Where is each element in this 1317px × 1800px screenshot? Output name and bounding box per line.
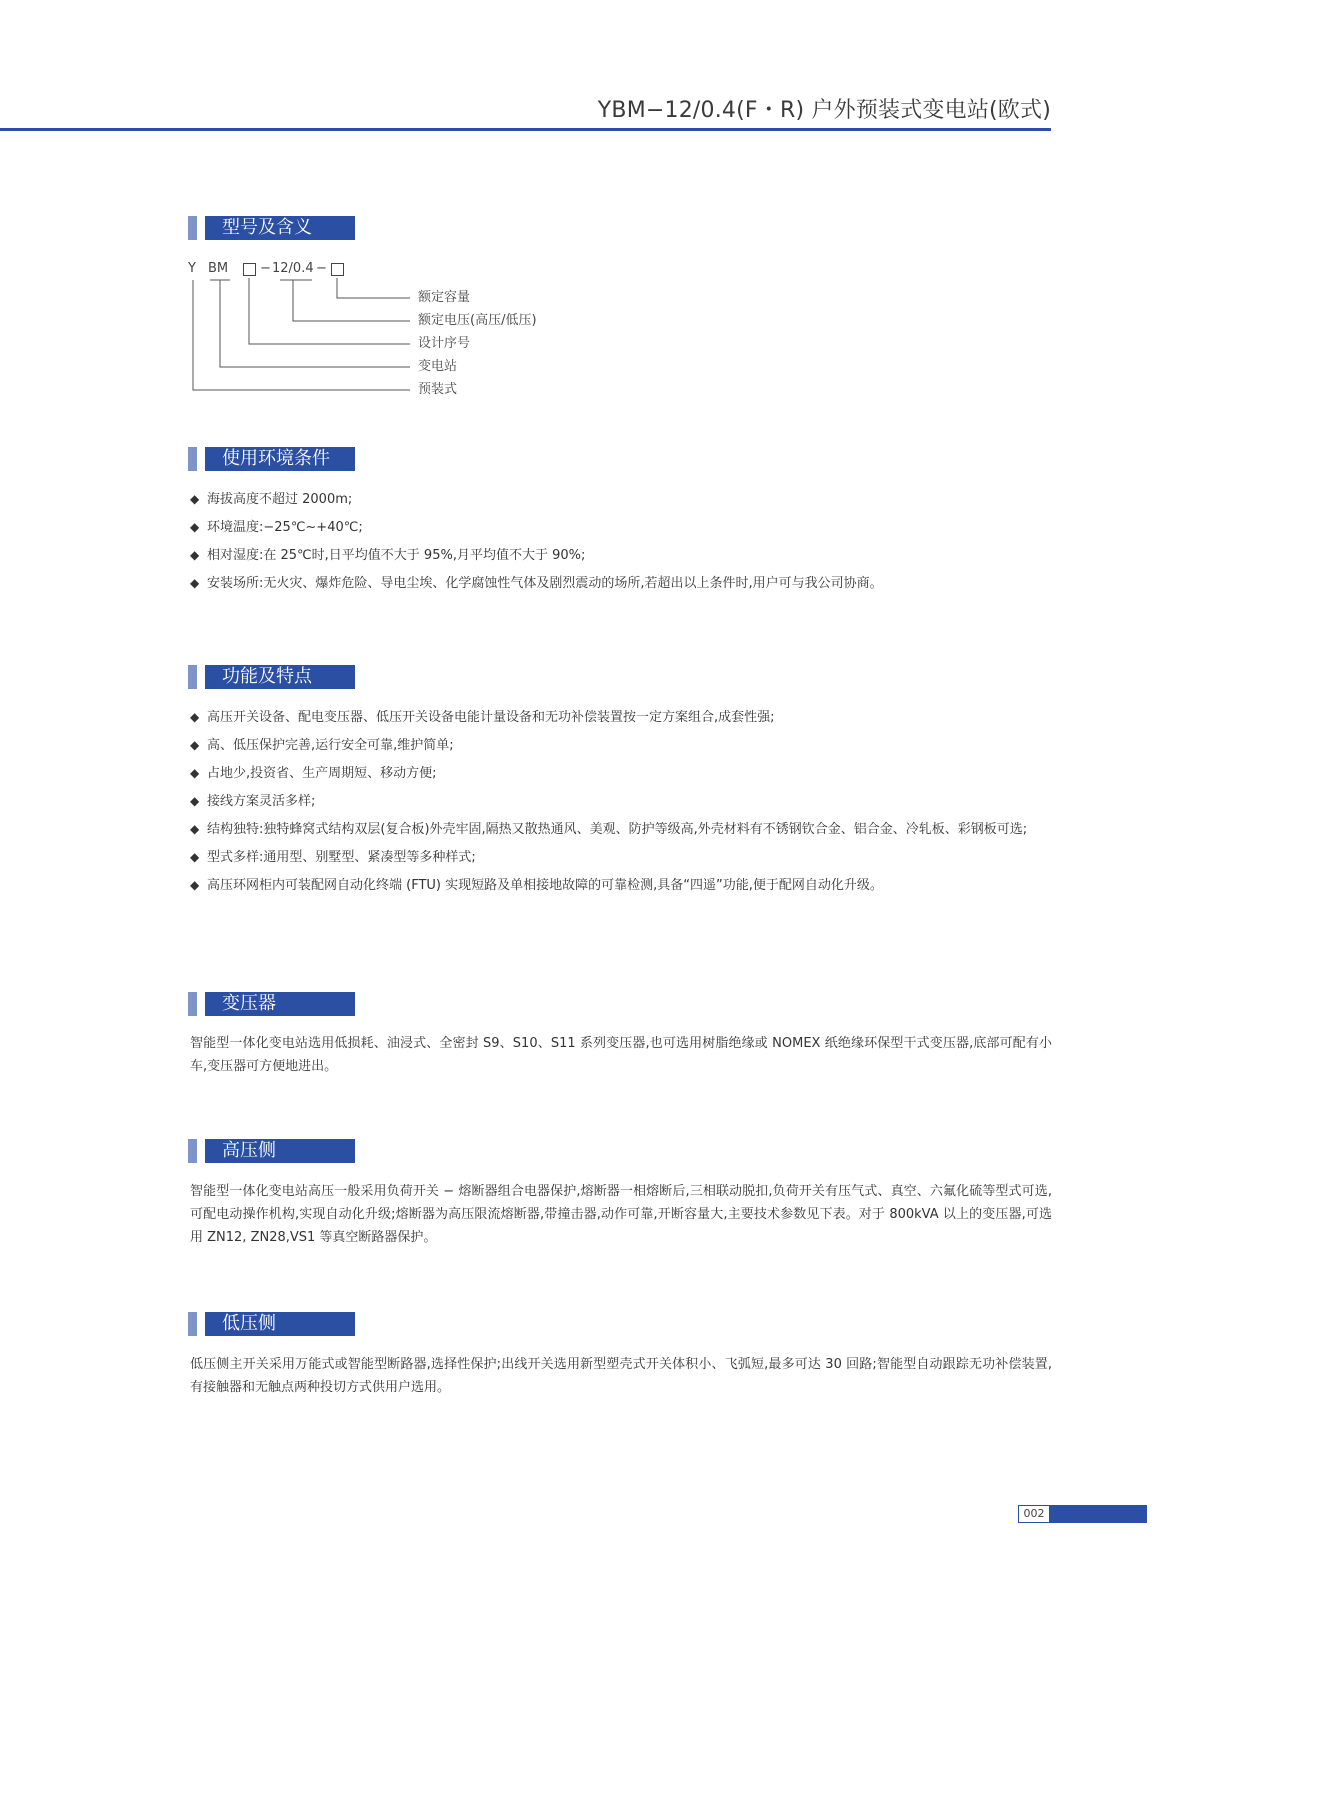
section-heading-model	[188, 216, 355, 240]
code-dash: −	[260, 261, 271, 276]
list-item-text: 接线方案灵活多样;	[207, 794, 316, 809]
list-item-text: 高压开关设备、配电变压器、低压开关设备电能计量设备和无功补偿装置按一定方案组合,成套性强;	[207, 710, 775, 725]
list-item-text: 环境温度:−25℃~+40℃;	[207, 520, 363, 535]
list-item-text: 高、低压保护完善,运行安全可靠,维护简单;	[207, 738, 454, 753]
list-item	[190, 874, 1052, 897]
heading-accent	[188, 447, 197, 471]
list-item	[190, 488, 1052, 511]
code-bm: BM	[208, 261, 229, 276]
heading-accent	[188, 1312, 197, 1336]
diamond-bullet-icon: ◆	[190, 822, 200, 836]
heading-label: 功能及特点	[222, 666, 312, 687]
list-item	[190, 846, 1052, 869]
diamond-bullet-icon: ◆	[190, 492, 200, 506]
heading-label: 低压侧	[222, 1313, 276, 1334]
leader-line-voltage	[293, 280, 410, 321]
page-number: 002	[1018, 1505, 1050, 1523]
page-number-tab	[1050, 1505, 1147, 1523]
diamond-bullet-icon: ◆	[190, 548, 200, 562]
section-heading-low-voltage	[188, 1312, 355, 1336]
diamond-bullet-icon: ◆	[190, 878, 200, 892]
heading-label: 型号及含义	[222, 217, 312, 238]
leader-line-prefab	[193, 280, 410, 390]
model-code	[188, 260, 368, 280]
list-item-text: 高压环网柜内可装配网自动化终端 (FTU) 实现短路及单相接地故障的可靠检测,具备“四遥”功能,便于配网自动化升级。	[207, 878, 883, 893]
heading-label: 高压侧	[222, 1140, 276, 1161]
leader-line-substation	[220, 280, 410, 367]
list-item-text: 安装场所:无火灾、爆炸危险、导电尘埃、化学腐蚀性气体及剧烈震动的场所,若超出以上条件时,用户可与我公司协商。	[207, 576, 883, 591]
diamond-bullet-icon: ◆	[190, 710, 200, 724]
legend-design-number: 设计序号	[418, 336, 471, 351]
list-item-text: 结构独特:独特蜂窝式结构双层(复合板)外壳牢固,隔热又散热通风、美观、防护等级高,外壳材料有不锈钢钦合金、铝合金、冷轧板、彩钢板可选;	[207, 822, 1028, 837]
code-dash: −	[316, 261, 327, 276]
environment-list	[190, 488, 1052, 600]
section-heading-features	[188, 665, 355, 689]
diamond-bullet-icon: ◆	[190, 520, 200, 534]
heading-accent	[188, 216, 197, 240]
list-item-text: 占地少,投资省、生产周期短、移动方便;	[207, 766, 437, 781]
legend-prefabricated: 预装式	[418, 382, 458, 397]
diamond-bullet-icon: ◆	[190, 766, 200, 780]
diamond-bullet-icon: ◆	[190, 850, 200, 864]
list-item-text: 型式多样:通用型、别墅型、紧凑型等多种样式;	[207, 850, 476, 865]
features-list	[190, 706, 1052, 902]
heading-label: 变压器	[222, 993, 276, 1014]
section-heading-high-voltage	[188, 1139, 355, 1163]
header-rule	[0, 128, 1051, 131]
code-placeholder-box	[243, 263, 256, 276]
list-item	[190, 762, 1052, 785]
low-voltage-text: 低压侧主开关采用万能式或智能型断路器,选择性保护;出线开关选用新型塑壳式开关体积小、飞弧短,最多可达 30 回路;智能型自动跟踪无功补偿装置,有接触器和无触点两种投切方式供用户选用。	[190, 1357, 1052, 1395]
legend-voltage: 额定电压(高压/低压)	[418, 313, 537, 328]
list-item	[190, 706, 1052, 729]
leader-line-design	[249, 278, 410, 344]
section-heading-transformer	[188, 992, 355, 1016]
legend-substation: 变电站	[418, 359, 458, 374]
diamond-bullet-icon: ◆	[190, 794, 200, 808]
legend-capacity: 额定容量	[418, 290, 471, 305]
diamond-bullet-icon: ◆	[190, 738, 200, 752]
heading-label: 使用环境条件	[222, 448, 330, 469]
list-item-text: 海拔高度不超过 2000m;	[207, 492, 353, 507]
transformer-text: 智能型一体化变电站选用低损耗、油浸式、全密封 S9、S10、S11 系列变压器,也可选用树脂绝缘或 NOMEX 纸绝缘环保型干式变压器,底部可配有小车,变压器可方便地进出。	[190, 1036, 1052, 1074]
list-item	[190, 734, 1052, 757]
list-item	[190, 818, 1052, 841]
leader-line-capacity	[337, 278, 410, 298]
list-item	[190, 790, 1052, 813]
page-title: YBM−12/0.4(F・R) 户外预装式变电站(欧式)	[597, 98, 1051, 123]
diamond-bullet-icon: ◆	[190, 576, 200, 590]
list-item	[190, 572, 1052, 595]
heading-accent	[188, 665, 197, 689]
heading-accent	[188, 1139, 197, 1163]
list-item	[190, 516, 1052, 539]
section-heading-environment	[188, 447, 355, 471]
code-y: Y	[188, 261, 196, 276]
code-placeholder-box	[331, 263, 344, 276]
high-voltage-text: 智能型一体化变电站高压一般采用负荷开关 − 熔断器组合电器保护,熔断器一相熔断后,三相联动脱扣,负荷开关有压气式、真空、六氟化硫等型式可选,可配电动操作机构,实现自动化升级;熔断器为高压限流熔断器,带撞击器,动作可靠,开断容量大,主要技术参数见下表。对于 800kVA 以上的变压器,可选用 ZN12, ZN28,VS1 等真空断路器保护。	[190, 1184, 1052, 1245]
list-item-text: 相对湿度:在 25℃时,日平均值不大于 95%,月平均值不大于 90%;	[207, 548, 586, 563]
code-rating: 12/0.4	[272, 261, 314, 276]
list-item	[190, 544, 1052, 567]
heading-accent	[188, 992, 197, 1016]
